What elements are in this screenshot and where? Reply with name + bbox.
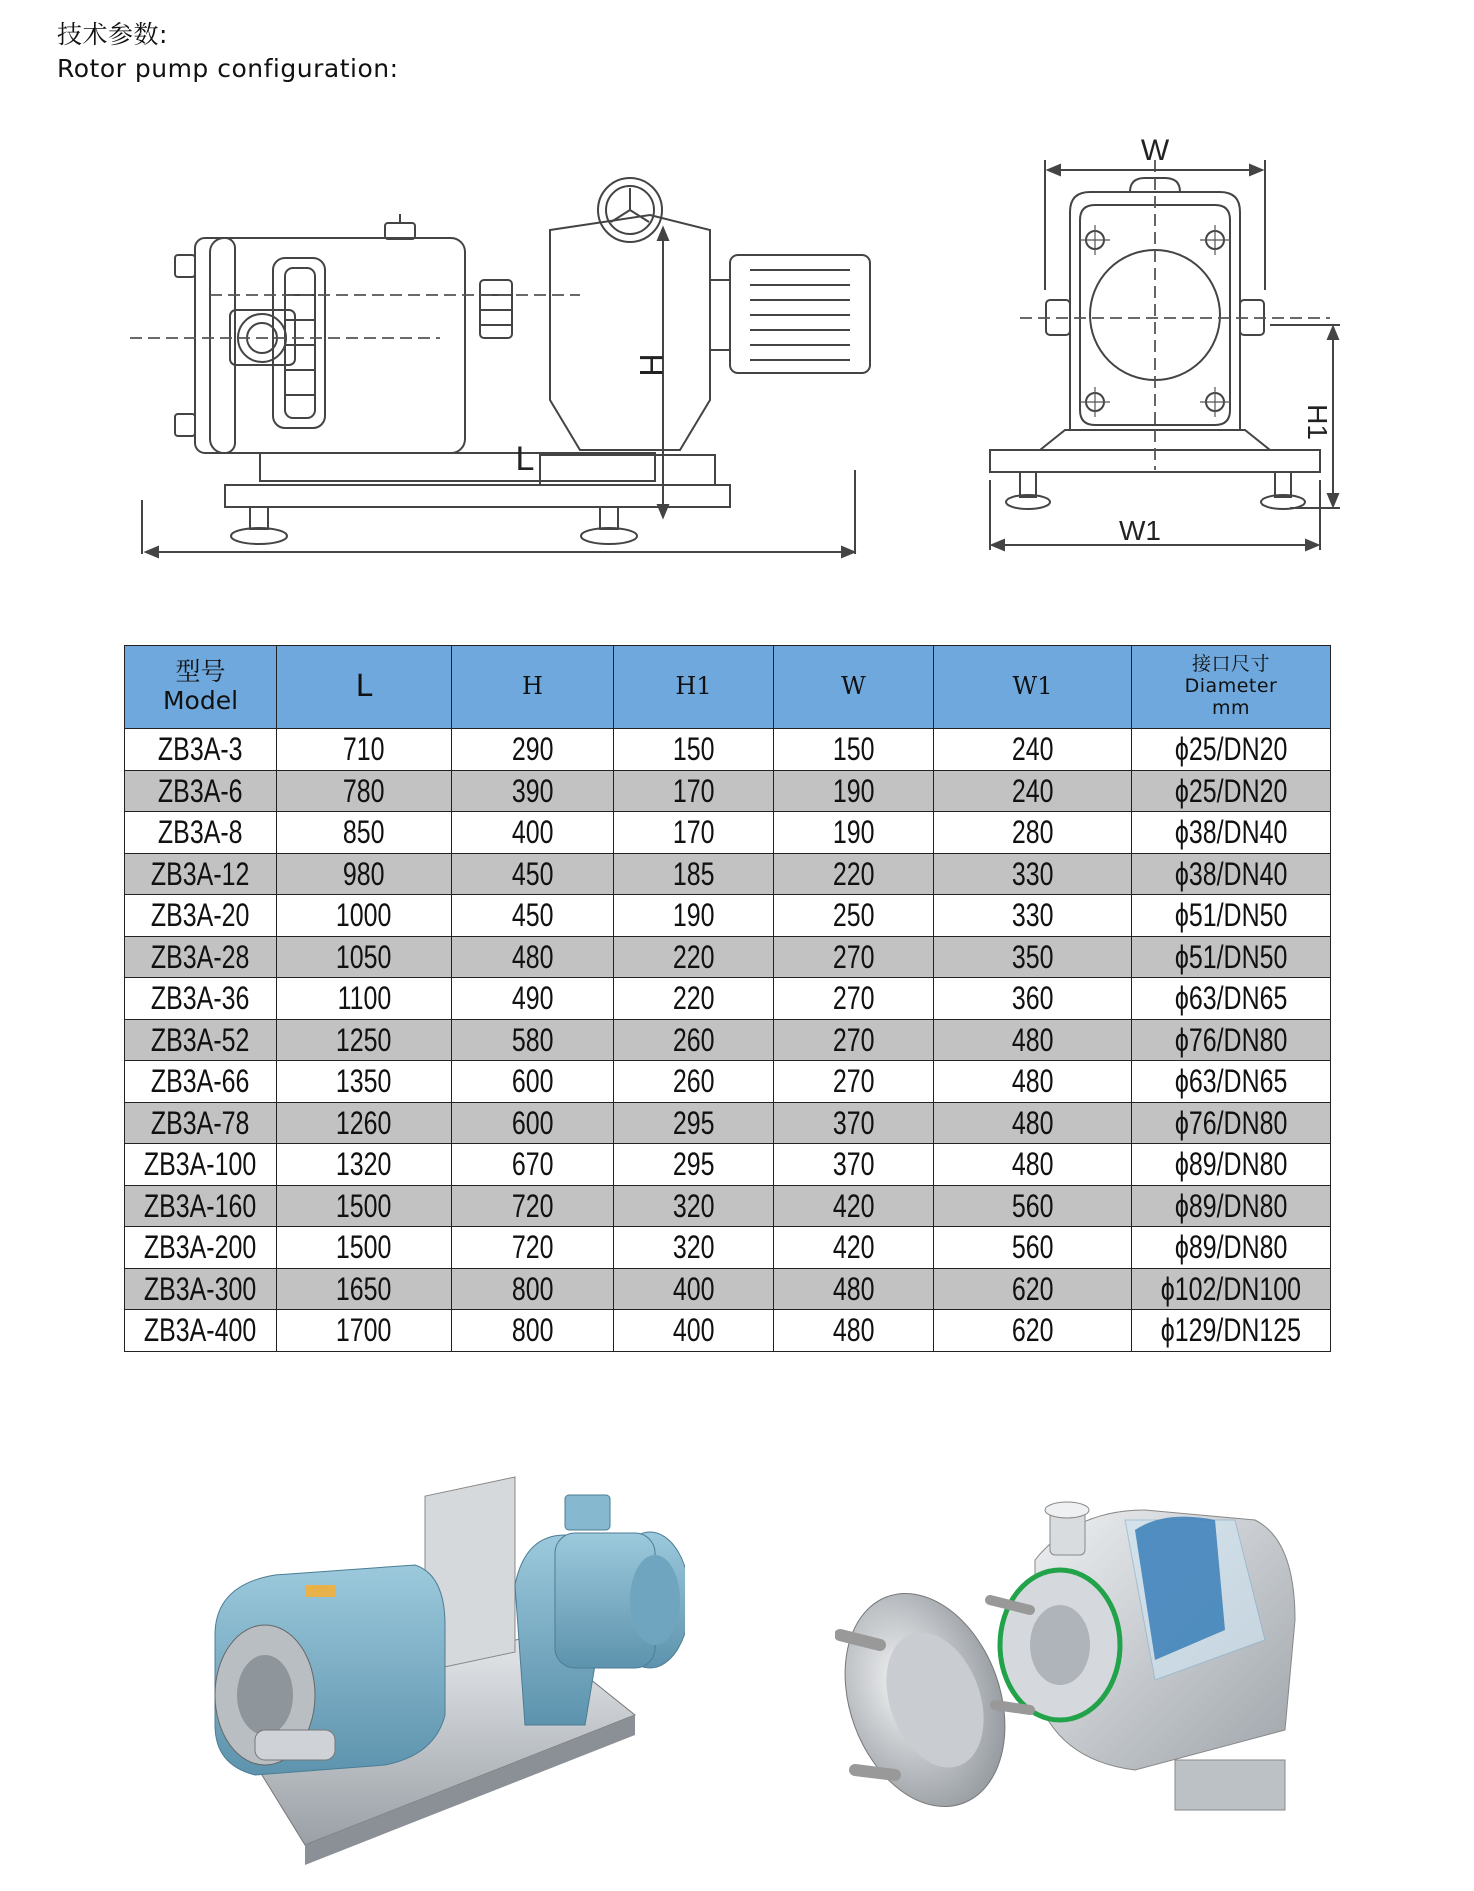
- header-H: H: [452, 646, 614, 729]
- cell-W1: 280: [934, 812, 1132, 854]
- cell-H1: 400: [614, 1268, 774, 1310]
- dimension-label-W: W: [1140, 134, 1170, 167]
- cell-H1: 320: [614, 1185, 774, 1227]
- cell-W1: 330: [934, 895, 1132, 937]
- cell-model: ZB3A-6: [125, 770, 277, 812]
- cell-diameter: ϕ25/DN20: [1132, 729, 1331, 771]
- cell-H: 480: [452, 936, 614, 978]
- cell-diameter: ϕ89/DN80: [1132, 1144, 1331, 1186]
- header-diameter: 接口尺寸 Diameter mm: [1132, 646, 1331, 729]
- dimension-label-W1: W1: [1119, 515, 1161, 546]
- cell-L: 1700: [277, 1310, 452, 1352]
- cell-diameter: ϕ38/DN40: [1132, 853, 1331, 895]
- cell-diameter: ϕ89/DN80: [1132, 1227, 1331, 1269]
- cell-W1: 620: [934, 1268, 1132, 1310]
- cell-W1: 350: [934, 936, 1132, 978]
- cell-H: 600: [452, 1061, 614, 1103]
- dimension-label-L: L: [515, 440, 535, 478]
- cell-W1: 360: [934, 978, 1132, 1020]
- cell-L: 1250: [277, 1019, 452, 1061]
- page-heading: [57, 18, 399, 86]
- cell-W: 420: [774, 1185, 934, 1227]
- cell-W1: 620: [934, 1310, 1132, 1352]
- cell-model: ZB3A-66: [125, 1061, 277, 1103]
- cell-model: ZB3A-8: [125, 812, 277, 854]
- cell-model: ZB3A-400: [125, 1310, 277, 1352]
- cell-H: 670: [452, 1144, 614, 1186]
- cell-H1: 295: [614, 1102, 774, 1144]
- header-L: L: [277, 646, 452, 729]
- cell-L: 1260: [277, 1102, 452, 1144]
- cell-H1: 170: [614, 770, 774, 812]
- cell-W1: 330: [934, 853, 1132, 895]
- cell-H: 800: [452, 1310, 614, 1352]
- cell-L: 1500: [277, 1185, 452, 1227]
- spec-table-body: [125, 729, 1331, 1352]
- cell-model: ZB3A-20: [125, 895, 277, 937]
- cell-W1: 240: [934, 729, 1132, 771]
- cell-model: ZB3A-300: [125, 1268, 277, 1310]
- header-W1: W1: [934, 646, 1132, 729]
- cell-L: 980: [277, 853, 452, 895]
- side-view-drawing: [150, 170, 910, 570]
- cell-L: 850: [277, 812, 452, 854]
- cell-W: 370: [774, 1144, 934, 1186]
- cell-L: 780: [277, 770, 452, 812]
- header-W: W: [774, 646, 934, 729]
- cell-diameter: ϕ38/DN40: [1132, 812, 1331, 854]
- cell-W: 190: [774, 770, 934, 812]
- cell-L: 1000: [277, 895, 452, 937]
- cell-model: ZB3A-200: [125, 1227, 277, 1269]
- cell-W1: 480: [934, 1019, 1132, 1061]
- cell-W1: 560: [934, 1227, 1132, 1269]
- cell-H: 400: [452, 812, 614, 854]
- cell-diameter: ϕ51/DN50: [1132, 895, 1331, 937]
- table-row: [125, 936, 1331, 978]
- front-view-drawing: [990, 134, 1370, 570]
- cell-H1: 220: [614, 978, 774, 1020]
- pump-photo-assembled: [195, 1465, 685, 1875]
- table-row: [125, 853, 1331, 895]
- table-row: [125, 978, 1331, 1020]
- cell-model: ZB3A-12: [125, 853, 277, 895]
- cell-H1: 260: [614, 1061, 774, 1103]
- cell-diameter: ϕ76/DN80: [1132, 1102, 1331, 1144]
- cell-W: 270: [774, 936, 934, 978]
- cell-H: 490: [452, 978, 614, 1020]
- cell-model: ZB3A-28: [125, 936, 277, 978]
- table-header-row: [125, 646, 1331, 729]
- cell-H: 600: [452, 1102, 614, 1144]
- cell-model: ZB3A-160: [125, 1185, 277, 1227]
- cell-W: 190: [774, 812, 934, 854]
- header-H1: H1: [614, 646, 774, 729]
- cell-L: 1320: [277, 1144, 452, 1186]
- cell-W: 480: [774, 1310, 934, 1352]
- cell-H1: 320: [614, 1227, 774, 1269]
- cell-W1: 480: [934, 1102, 1132, 1144]
- cell-diameter: ϕ89/DN80: [1132, 1185, 1331, 1227]
- cell-W: 220: [774, 853, 934, 895]
- cell-H: 290: [452, 729, 614, 771]
- heading-chinese: 技术参数:: [57, 20, 168, 49]
- cell-model: ZB3A-52: [125, 1019, 277, 1061]
- cell-W: 370: [774, 1102, 934, 1144]
- header-model: 型号 Model: [125, 646, 277, 729]
- cell-L: 1050: [277, 936, 452, 978]
- cell-W1: 240: [934, 770, 1132, 812]
- cell-H: 800: [452, 1268, 614, 1310]
- cell-H: 720: [452, 1227, 614, 1269]
- table-row: [125, 1268, 1331, 1310]
- cell-diameter: ϕ63/DN65: [1132, 978, 1331, 1020]
- cell-H: 580: [452, 1019, 614, 1061]
- table-row: [125, 729, 1331, 771]
- table-row: [125, 770, 1331, 812]
- cell-H1: 220: [614, 936, 774, 978]
- cell-diameter: ϕ63/DN65: [1132, 1061, 1331, 1103]
- cell-W: 270: [774, 1019, 934, 1061]
- table-row: [125, 812, 1331, 854]
- cell-L: 1100: [277, 978, 452, 1020]
- cell-model: ZB3A-78: [125, 1102, 277, 1144]
- heading-english: Rotor pump configuration:: [57, 54, 399, 83]
- table-row: [125, 1061, 1331, 1103]
- dimension-label-H: H: [633, 353, 669, 377]
- cell-W1: 560: [934, 1185, 1132, 1227]
- cell-L: 710: [277, 729, 452, 771]
- cell-H1: 400: [614, 1310, 774, 1352]
- dimension-label-H1: H1: [1302, 404, 1333, 440]
- cell-H: 390: [452, 770, 614, 812]
- pump-photo-exploded: [835, 1470, 1305, 1870]
- cell-H: 450: [452, 853, 614, 895]
- cell-L: 1500: [277, 1227, 452, 1269]
- table-row: [125, 1019, 1331, 1061]
- cell-W1: 480: [934, 1144, 1132, 1186]
- cell-H1: 170: [614, 812, 774, 854]
- table-row: [125, 1185, 1331, 1227]
- cell-H1: 260: [614, 1019, 774, 1061]
- cell-H1: 295: [614, 1144, 774, 1186]
- cell-H1: 190: [614, 895, 774, 937]
- cell-H: 450: [452, 895, 614, 937]
- cell-model: ZB3A-100: [125, 1144, 277, 1186]
- cell-model: ZB3A-36: [125, 978, 277, 1020]
- cell-L: 1650: [277, 1268, 452, 1310]
- cell-diameter: ϕ25/DN20: [1132, 770, 1331, 812]
- cell-H: 720: [452, 1185, 614, 1227]
- cell-diameter: ϕ102/DN100: [1132, 1268, 1331, 1310]
- cell-diameter: ϕ51/DN50: [1132, 936, 1331, 978]
- cell-W: 270: [774, 978, 934, 1020]
- cell-W: 250: [774, 895, 934, 937]
- cell-W: 420: [774, 1227, 934, 1269]
- cell-model: ZB3A-3: [125, 729, 277, 771]
- cell-diameter: ϕ129/DN125: [1132, 1310, 1331, 1352]
- cell-H1: 185: [614, 853, 774, 895]
- table-row: [125, 1227, 1331, 1269]
- table-row: [125, 1102, 1331, 1144]
- cell-W1: 480: [934, 1061, 1132, 1103]
- table-row: [125, 895, 1331, 937]
- table-row: [125, 1310, 1331, 1352]
- cell-L: 1350: [277, 1061, 452, 1103]
- cell-W: 270: [774, 1061, 934, 1103]
- cell-diameter: ϕ76/DN80: [1132, 1019, 1331, 1061]
- spec-table: [124, 645, 1331, 1352]
- table-row: [125, 1144, 1331, 1186]
- cell-W: 150: [774, 729, 934, 771]
- cell-H1: 150: [614, 729, 774, 771]
- cell-W: 480: [774, 1268, 934, 1310]
